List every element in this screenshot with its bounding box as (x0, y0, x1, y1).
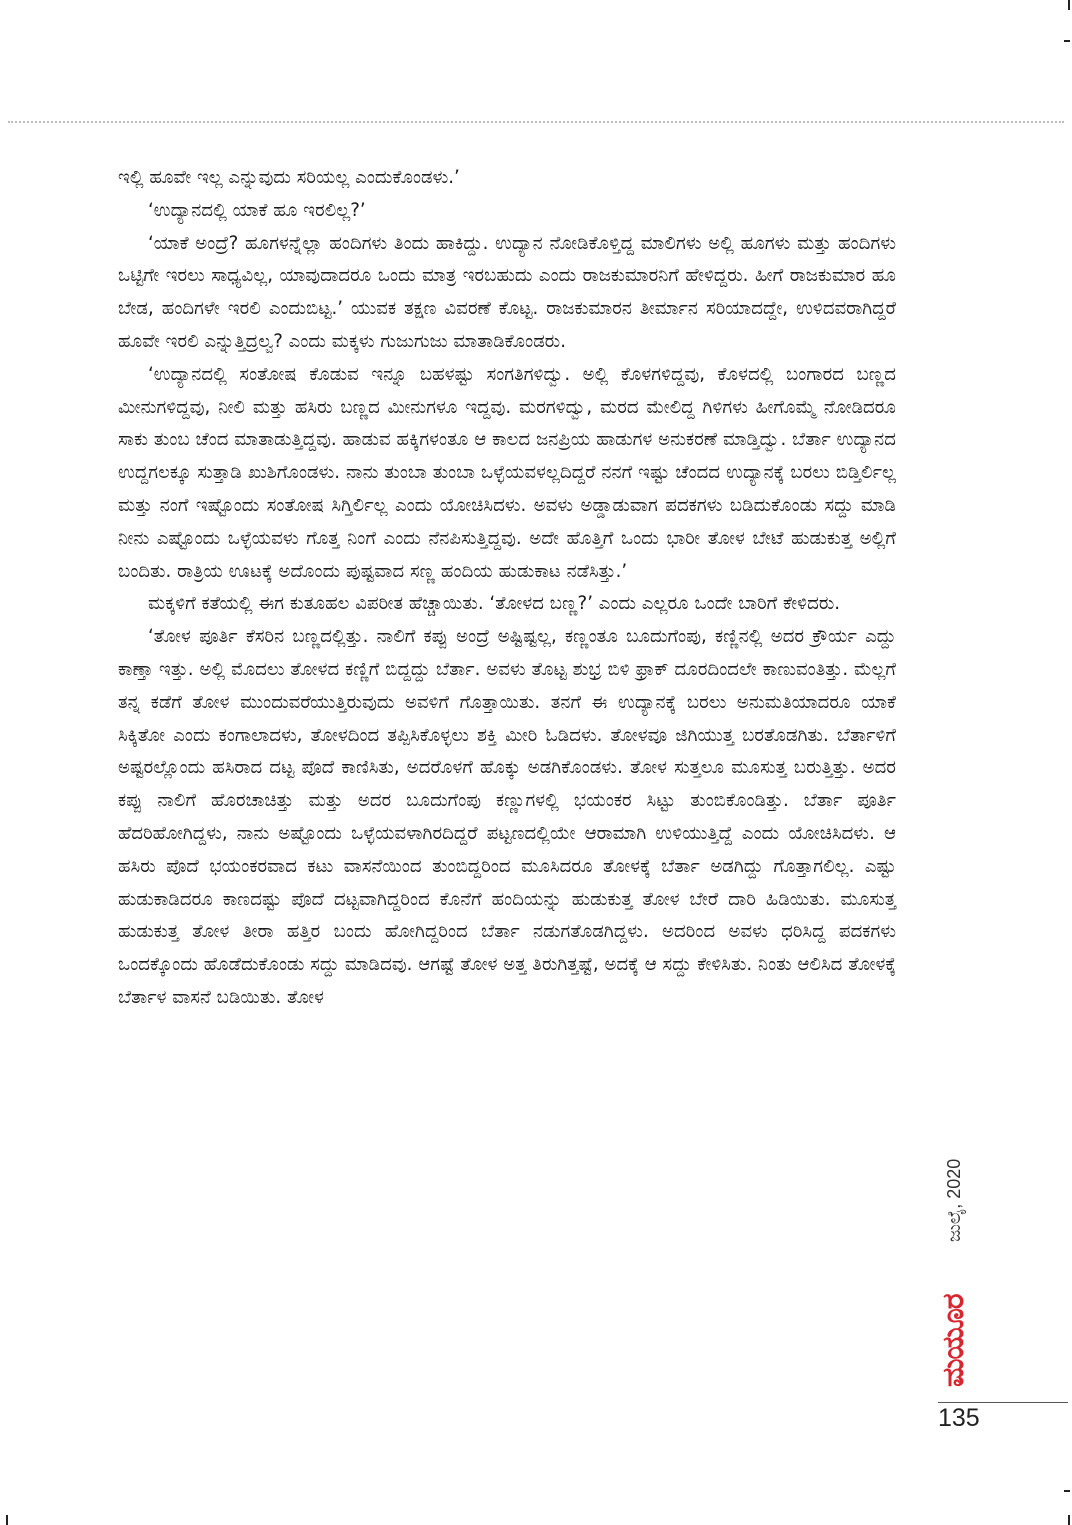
paragraph: ‘ಯಾಕೆ ಅಂದ್ರೆ? ಹೂಗಳನ್ನೆಲ್ಲಾ ಹಂದಿಗಳು ತಿಂದು ಹಾಕಿದ್ದು. ಉದ್ಯಾನ ನೋಡಿಕೊಳ್ತಿದ್ದ ಮಾಲಿಗಳು ಅಲ್ಲಿ ಹೂಗಳು ಮತ್ತು ಹಂದಿಗಳು ಒಟ್ಟಿಗೇ ಇರಲು ಸಾಧ್ಯವಿಲ್ಲ, ಯಾವುದಾದರೂ ಒಂದು ಮಾತ್ರ ಇರಬಹುದು ಎಂದು ರಾಜಕುಮಾರನಿಗೆ ಹೇಳಿದ್ದರು. ಹೀಗೆ ರಾಜಕುಮಾರ ಹೂ ಬೇಡ, ಹಂದಿಗಳೇ ಇರಲಿ ಎಂದುಬಿಟ್ಟ.’ ಯುವಕ ತಕ್ಷಣ ವಿವರಣೆ ಕೊಟ್ಟ. ರಾಜಕುಮಾರನ ತೀರ್ಮಾನ ಸರಿಯಾದದ್ದೇ, ಉಳಿದವರಾಗಿದ್ದರೆ ಹೂವೇ ಇರಲಿ ಎನ್ನುತ್ತಿದ್ರಲ್ವ? ಎಂದು ಮಕ್ಕಳು ಗುಜುಗುಜು ಮಾತಾಡಿಕೊಂಡರು. (118, 232, 896, 352)
crop-mark-bottom-right (1068, 1515, 1070, 1525)
crop-mark-top-right (1068, 0, 1070, 10)
crop-mark-bottom-right-dash (1064, 1490, 1070, 1492)
paragraph: ‘ಉದ್ಯಾನದಲ್ಲಿ ಯಾಕೆ ಹೂ ಇರಲಿಲ್ಲ?’ (148, 199, 366, 221)
paragraph: ಇಲ್ಲಿ ಹೂವೇ ಇಲ್ಲ ಎನ್ನುವುದು ಸರಿಯಲ್ಲ ಎಂದುಕೊಂಡಳು.’ (118, 167, 460, 188)
magazine-logo: ಮಯೂರ (936, 1294, 971, 1388)
page-number: 135 (938, 1404, 980, 1432)
paragraph: ಮಕ್ಕಳಿಗೆ ಕತೆಯಲ್ಲಿ ಈಗ ಕುತೂಹಲ ವಿಪರೀತ ಹೆಚ್ಚಾಯಿತು. ‘ತೋಳದ ಬಣ್ಣ?’ ಎಂದು ಎಲ್ಲರೂ ಒಂದೇ ಬಾರಿಗೆ ಕೇಳಿದರು. (148, 593, 841, 615)
issue-date: ಜುಲೈ, 2020 (944, 1158, 964, 1242)
paragraph: ‘ತೋಳ ಪೂರ್ತಿ ಕೆಸರಿನ ಬಣ್ಣದಲ್ಲಿತ್ತು. ನಾಲಿಗೆ ಕಪ್ಪು ಅಂದ್ರೆ ಅಷ್ಟಿಷ್ಟಲ್ಲ, ಕಣ್ಣಂತೂ ಬೂದುಗೆಂಪು, ಕಣ್ಣಿನಲ್ಲಿ ಅದರ ಕ್ರೌರ್ಯ ಎದ್ದು ಕಾಣ್ತಾ ಇತ್ತು. ಅಲ್ಲಿ ಮೊದಲು ತೋಳದ ಕಣ್ಣಿಗೆ ಬಿದ್ದದ್ದು ಬೆರ್ತಾ. ಅವಳು ತೊಟ್ಟ ಶುಭ್ರ ಬಿಳಿ ಫ್ರಾಕ್ ದೂರದಿಂದಲೇ ಕಾಣುವಂತಿತ್ತು. ಮೆಲ್ಲಗೆ ತನ್ನ ಕಡೆಗೆ ತೋಳ ಮುಂದುವರೆಯುತ್ತಿರುವುದು ಅವಳಿಗೆ ಗೊತ್ತಾಯಿತು. ತನಗೆ ಈ ಉದ್ಯಾನಕ್ಕೆ ಬರಲು ಅನುಮತಿಯಾದರೂ ಯಾಕೆ ಸಿಕ್ಕಿತೋ ಎಂದು ಕಂಗಾಲಾದಳು, ತೋಳದಿಂದ ತಪ್ಪಿಸಿಕೊಳ್ಳಲು ಶಕ್ತಿ ಮೀರಿ ಓಡಿದಳು. ತೋಳವೂ ಜಿಗಿಯುತ್ತ ಬರತೊಡಗಿತು. ಬೆರ್ತಾಳಿಗೆ ಅಷ್ಟರಲ್ಲೊಂದು ಹಸಿರಾದ ದಟ್ಟ ಪೊದೆ ಕಾಣಿಸಿತು, ಅದರೊಳಗೆ ಹೊಕ್ಕು ಅಡಗಿಕೊಂಡಳು. ತೋಳ ಸುತ್ತಲೂ ಮೂಸುತ್ತ ಬರುತ್ತಿತ್ತು. ಅದರ ಕಪ್ಪು ನಾಲಿಗೆ ಹೊರಚಾಚಿತ್ತು ಮತ್ತು ಅದರ ಬೂದುಗೆಂಪು ಕಣ್ಣುಗಳಲ್ಲಿ ಭಯಂಕರ ಸಿಟ್ಟು ತುಂಬಿಕೊಂಡಿತ್ತು. ಬೆರ್ತಾ ಪೂರ್ತಿ ಹೆದರಿಹೋಗಿದ್ದಳು, ನಾನು ಅಷ್ಟೊಂದು ಒಳ್ಳೆಯವಳಾಗಿರದಿದ್ದರೆ ಪಟ್ಟಣದಲ್ಲಿಯೇ ಆರಾಮಾಗಿ ಉಳಿಯುತ್ತಿದ್ದೆ ಎಂದು ಯೋಚಿಸಿದಳು. ಆ ಹಸಿರು ಪೊದೆ ಭಯಂಕರವಾದ ಕಟು ವಾಸನೆಯಿಂದ ತುಂಬಿದ್ದರಿಂದ ಮೂಸಿದರೂ ತೋಳಕ್ಕೆ ಬೆರ್ತಾ ಅಡಗಿದ್ದು ಗೊತ್ತಾಗಲಿಲ್ಲ. ಎಷ್ಟು ಹುಡುಕಾಡಿದರೂ ಕಾಣದಷ್ಟು ಪೊದೆ ದಟ್ಟವಾಗಿದ್ದರಿಂದ ಕೊನೆಗೆ ಹಂದಿಯನ್ನು ಹುಡುಕುತ್ತ ತೋಳ ಬೇರೆ ದಾರಿ ಹಿಡಿಯಿತು. ಮೂಸುತ್ತ ಹುಡುಕುತ್ತ ತೋಳ ತೀರಾ ಹತ್ತಿರ ಬಂದು ಹೋಗಿದ್ದರಿಂದ ಬೆರ್ತಾ ನಡುಗತೊಡಗಿದ್ದಳು. ಅದರಿಂದ ಅವಳು ಧರಿಸಿದ್ದ ಪದಕಗಳು ಒಂದಕ್ಕೊಂದು ಹೊಡೆದುಕೊಂಡು ಸದ್ದು ಮಾಡಿದವು. ಆಗಷ್ಟೆ ತೋಳ ಅತ್ತ ತಿರುಗಿತ್ತಷ್ಟೆ, ಅದಕ್ಕೆ ಆ ಸದ್ದು ಕೇಳಿಸಿತು. ನಿಂತು ಆಲಿಸಿದ ತೋಳಕ್ಕೆ ಬೆರ್ತಾಳ ವಾಸನೆ ಬಡಿಯಿತು. ತೋಳ (118, 626, 896, 1008)
crop-mark-top-right-dash (1064, 40, 1070, 42)
paragraph: ‘ಉದ್ಯಾನದಲ್ಲಿ ಸಂತೋಷ ಕೊಡುವ ಇನ್ನೂ ಬಹಳಷ್ಟು ಸಂಗತಿಗಳಿದ್ವು. ಅಲ್ಲಿ ಕೊಳಗಳಿದ್ದವು, ಕೊಳದಲ್ಲಿ ಬಂಗಾರದ ಬಣ್ಣದ ಮೀನುಗಳಿದ್ದವು, ನೀಲಿ ಮತ್ತು ಹಸಿರು ಬಣ್ಣದ ಮೀನುಗಳೂ ಇದ್ದವು. ಮರಗಳಿದ್ವು, ಮರದ ಮೇಲಿದ್ದ ಗಿಳಿಗಳು ಹೀಗೊಮ್ಮೆ ನೋಡಿದರೂ ಸಾಕು ತುಂಬ ಚೆಂದ ಮಾತಾಡುತ್ತಿದ್ದವು. ಹಾಡುವ ಹಕ್ಕಿಗಳಂತೂ ಆ ಕಾಲದ ಜನಪ್ರಿಯ ಹಾಡುಗಳ ಅನುಕರಣೆ ಮಾಡ್ತಿದ್ವು. ಬೆರ್ತಾ ಉದ್ಯಾನದ ಉದ್ದಗಲಕ್ಕೂ ಸುತ್ತಾಡಿ ಖುಶಿಗೊಂಡಳು. ನಾನು ತುಂಬಾ ತುಂಬಾ ಒಳ್ಳೆಯವಳಲ್ಲದಿದ್ದರೆ ನನಗೆ ಇಷ್ಟು ಚೆಂದದ ಉದ್ಯಾನಕ್ಕೆ ಬರಲು ಬಿಡ್ತಿರ್ಲಿಲ್ಲ ಮತ್ತು ನಂಗೆ ಇಷ್ಟೊಂದು ಸಂತೋಷ ಸಿಗ್ತಿರ್ಲಿಲ್ಲ ಎಂದು ಯೋಚಿಸಿದಳು. ಅವಳು ಅಡ್ಡಾಡುವಾಗ ಪದಕಗಳು ಬಡಿದುಕೊಂಡು ಸದ್ದು ಮಾಡಿ ನೀನು ಎಷ್ಟೊಂದು ಒಳ್ಳೆಯವಳು ಗೊತ್ತ ನಿಂಗೆ ಎಂದು ನೆನಪಿಸುತ್ತಿದ್ದವು. ಅದೇ ಹೊತ್ತಿಗೆ ಒಂದು ಭಾರೀ ತೋಳ ಬೇಟೆ ಹುಡುಕುತ್ತ ಅಲ್ಲಿಗೆ ಬಂದಿತು. ರಾತ್ರಿಯ ಊಟಕ್ಕೆ ಅದೊಂದು ಪುಷ್ಟವಾದ ಸಣ್ಣ ಹಂದಿಯ ಹುಡುಕಾಟ ನಡೆಸಿತ್ತು.’ (118, 363, 896, 582)
article-body (118, 162, 896, 1015)
crop-mark-bottom-left (6, 1515, 8, 1525)
header-dotted-rule (8, 121, 1064, 123)
page-number-rule (938, 1402, 1068, 1403)
